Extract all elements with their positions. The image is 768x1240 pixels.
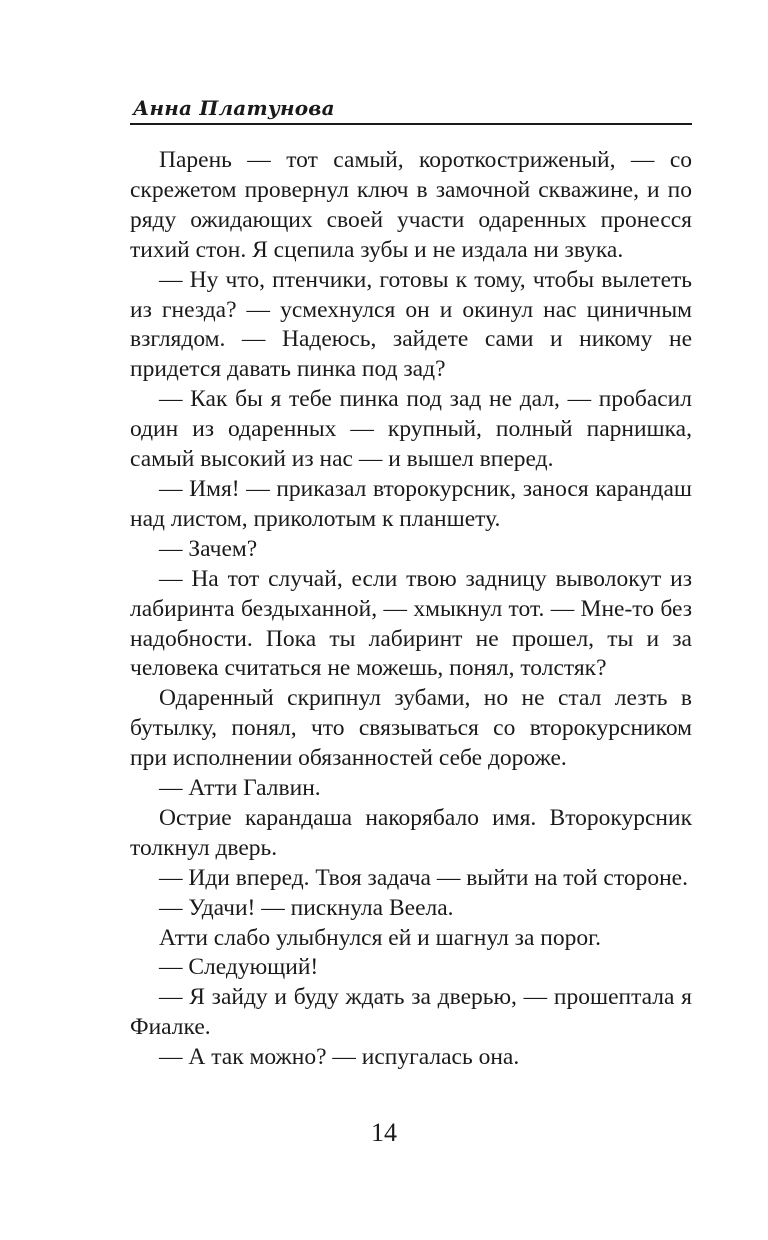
paragraph: Атти слабо улыбнулся ей и шагнул за порог. xyxy=(159,924,601,951)
paragraph: — Атти Галвин. xyxy=(159,775,321,802)
paragraph: — Удачи! — пискнула Веела. xyxy=(159,894,454,921)
paragraph: — Иди вперед. Твоя задача — выйти на той стороне. xyxy=(159,864,688,891)
paragraph: — Следующий! xyxy=(159,954,319,981)
header-rule xyxy=(130,123,692,125)
main-text xyxy=(130,146,692,1073)
running-head-author: Анна Платунова xyxy=(133,96,335,120)
paragraph: — На тот случай, если твою задницу выволокут из лабиринта бездыханной, — хмыкнул тот. — Мне-то без надобности. Пока ты лабиринт не прошел, ты и за человека считаться не можешь, понял, толстяк? xyxy=(130,565,692,682)
paragraph: — А так можно? — испугалась она. xyxy=(159,1044,520,1071)
paragraph: — Ну что, птенчики, готовы к тому, чтобы вылететь из гнезда? — усмехнулся он и окинул нас циничным взглядом. — Надеюсь, зайдете сами и никому не придется давать пинка под зад? xyxy=(130,266,692,383)
paragraph: — Я зайду и буду ждать за дверью, — прошептала я Фиалке. xyxy=(130,984,692,1041)
paragraph: — Зачем? xyxy=(159,535,258,562)
paragraph: Одаренный скрипнул зубами, но не стал лезть в бутылку, понял, что связываться со второкурсником при исполнении обязанностей себе дороже. xyxy=(130,685,692,772)
paragraph: — Как бы я тебе пинка под зад не дал, — пробасил один из одаренных — крупный, полный парнишка, самый высокий из нас — и вышел вперед. xyxy=(130,386,692,473)
paragraph: Парень — тот самый, короткостриженый, — со скрежетом провернул ключ в замочной скважине, и по ряду ожидающих своей участи одаренных пронесся тихий стон. Я сцепила зубы и не издала ни звука. xyxy=(130,147,692,263)
paragraph: — Имя! — приказал второкурсник, занося карандаш над листом, приколотым к планшету. xyxy=(130,475,692,532)
paragraph: Острие карандаша накорябало имя. Второкурсник толкнул дверь. xyxy=(130,804,692,861)
page-number: 14 xyxy=(371,1118,397,1147)
